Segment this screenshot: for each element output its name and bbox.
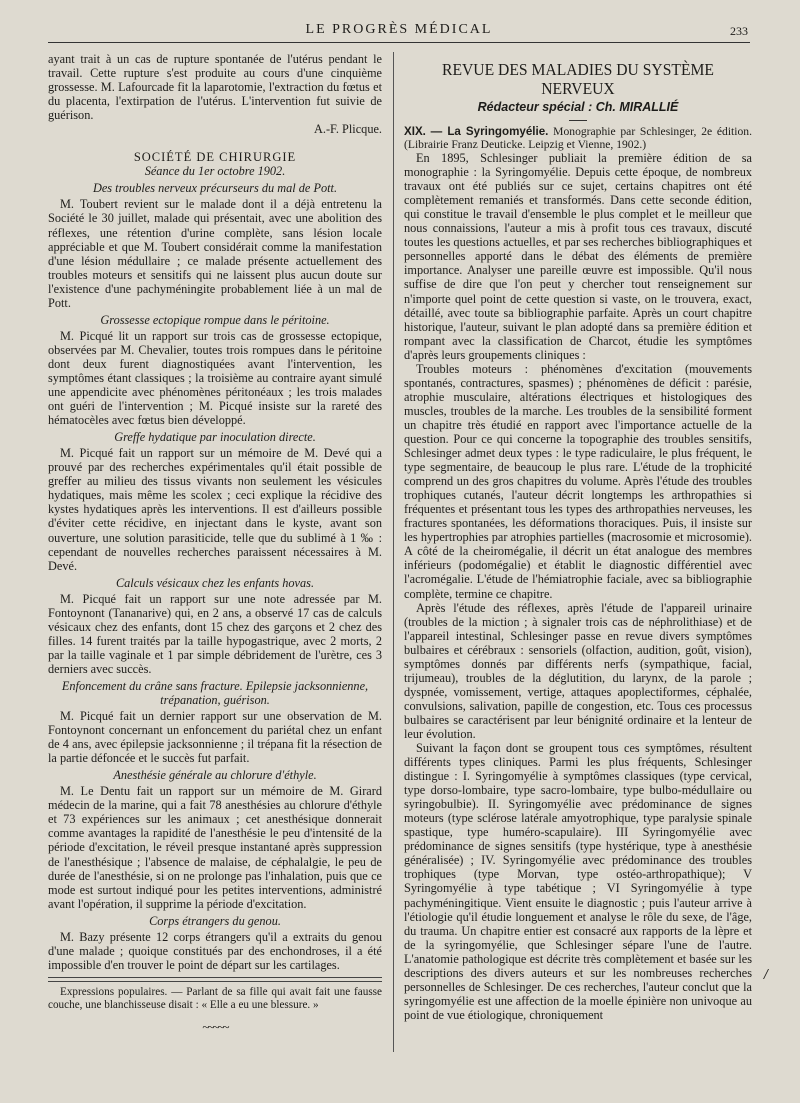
entry-number: XIX. (404, 125, 426, 139)
intro-signature: A.-F. Plicque. (313, 122, 382, 137)
divider (48, 981, 382, 982)
section-title: Greffe hydatique par inoculation directe. (114, 430, 316, 445)
divider (569, 120, 587, 121)
body-paragraph: Troubles moteurs : phénomènes d'excitation (mouvements spontanés, contractures, spasmes) ; phénomènes de déficit : parésie, atrophie musculaire, altérations électriques et histologiques des muscles, troubles de la marche. Les troubles de la sensibilité forment un chapitre très étudié en rapport avec l'importance actuelle de la question. Pour ce qui concerne la topographie des troubles sensitifs, Schlesinger admet deux types : le type radiculaire, le plus fréquent, le type segmentaire, de beaucoup le plus rare. L'étude de la trophicité comprend un des gros chapitres du volume. Après l'étude des troubles trophiques cutanés, l'auteur décrit longtemps les arthropathies si fréquentes et présentant tous les types des arthropathies nerveuses, les fractures spontanées, les déformations thoraciques. Puis, il insiste sur les hypertrophies par atrophies partielles (macrosomie et microsomie). A côté de la cheiromégalie, il décrit un état analogue des membres inférieurs (podomégalie) et établit le diagnostic différentiel avec l'acromégalie. L'étude de l'hémiatrophie faciale, avec sa bibliographie complète, termine ce chapitre. (404, 361, 752, 601)
section-text: M. Picqué fait un dernier rapport sur une observation de M. Fontoynont concernant un enfoncement du pariétal chez un enfant de 4 ans, avec épilepsie jacksonnienne ; il trépana fit la résection de la partie défoncée et le succès fut parfait. (48, 709, 382, 766)
column-rule (393, 52, 394, 1052)
entry-heading (404, 125, 752, 151)
section-text: M. Picqué lit un rapport sur trois cas de grossesse ectopique, observées par M. Chevalier, toutes trois rompues dans le péritoine dont deux furent diagnostiquées avant l'intervention, les symptômes étant classiques ; la troisième au contraire ayant simulé une appendicite avec phénomènes péritonéaux ; les trois malades ont guéri de l'intervention ; M. Picqué insiste sur la rareté des hématocèles avec fœtus bien développé. (48, 328, 382, 428)
body-paragraph: Suivant la façon dont se groupent tous ces symptômes, résultent différents types cliniques. Parmi les plus fréquents, Schlesinger distingue : I. Syringomyélie à symptômes classiques (type cervical, type dorso-lombaire, type sacro-lombaire, type bulbo-médullaire ou syringobulbie). II. Syringomyélie avec prédominance de signes moteurs (type sclérose latérale amyotrophique, type paralysie spinale spastique, type huméro-scapulaire). III Syringomyélie avec prédominance de signes sensitifs (type hystérique, type à anesthésie généralisée) ; IV. Syringomyélie avec prédominance des troubles trophiques (type Morvan, type ostéo-arthropathique); V Syringomyélie à type tabétique ; VI Syringomyélie à type pachyméningitique. Vient ensuite le diagnostic ; puis l'auteur arrive à l'étiologie qu'il étudie longuement et analyse le rôle du sexe, de l'âge, du trauma. Un chapitre entier est consacré aux rapports de la lèpre et de la syringomyélie, que Schlesinger sépare l'une de l'autre. L'anatomie pathologique est décrite très complètement et basée sur les descriptions des divers auteurs et sur les nombreuses recherches personnelles de Schlesinger. De ces recherches, l'auteur conclut que la syringomyélie est une affection de la moelle épinière non univoque au point de vue étiologique, chroniquement (404, 741, 752, 1022)
left-column (48, 52, 382, 1034)
editor-line: Rédacteur spécial : Ch. MIRALLIÉ (477, 100, 679, 114)
society-title: SOCIÉTÉ DE CHIRURGIE (133, 150, 297, 165)
footnote: Expressions populaires. — Parlant de sa fille qui avait fait une fausse couche, une blanchisseuse disait : « Elle a eu une blessure. » (48, 985, 382, 1011)
section-title: Corps étrangers du genou. (149, 913, 281, 928)
section-text: M. Bazy présente 12 corps étrangers qu'il a extraits du genou d'une malade ; quoique constitués par des enchondroses, il a été impossible d'en trouver le point de départ sur les cartilages. (48, 929, 382, 972)
body-paragraph: En 1895, Schlesinger publiait la première édition de sa monographie : la Syringomyélie. Depuis cette époque, de nombreux travaux ont été publiés sur ce sujet, certains chapitres ont été complètement remaniés et transformés. Dans cette seconde édition, qui constitue le travail d'ensemble le plus complet et le meilleur que nous connaissions, l'auteur a mis à profit tous ces travaux, discuté toutes les questions actuelles, et par ses recherches bibliographiques et personnelles apporté dans le débat des éléments de première importance. Analyser une pareille œuvre est impossible. Qu'il nous suffise de dire que l'on peut y chercher tout renseignement sur n'importe quel point de cette question si vaste, on le trouvera, exact, détaillé, avec toute sa bibliographie parfaite. Après un court chapitre historique, l'auteur, suivant le plan adopté dans sa première édition et rompant avec la classification de Charcot, étudie les symptômes d'après leurs groupements cliniques : (404, 151, 752, 362)
right-column (404, 52, 752, 1022)
section-text: M. Le Dentu fait un rapport sur un mémoire de M. Girard médecin de la marine, qui a fait 78 anesthésies au chlorure d'éthyle et 73 expériences sur les animaux ; cet anesthésique donnerait comme avantages la rapidité de l'anesthésie le peu d'intensité de la période d'excitation, le réveil presque instantané après suppression de l'anesthésique ; l'absence de malaise, de céphalalgie, le peu de durée de l'anesthésie, si on ne prolonge pas l'inhalation, puis que ce mode est surtout indiqué pour les petites interventions, administré avant l'opération, il supprime la période d'excitation. (48, 784, 382, 911)
running-header (48, 20, 750, 43)
entry-reference: Monographie par Schlesinger, 2e édition. (Librairie Franz Deuticke. Leipzig et Vienne, 1902.) (404, 125, 752, 152)
page-number: 233 (730, 24, 748, 38)
section-text: M. Picqué fait un rapport sur un mémoire de M. Devé qui a prouvé par des recherches expérimentales qu'il était possible de greffer au milieu des tissus vivants non seulement les vésicules hydatiques, mais même les scolex ; ceci explique la récidive des kystes hydatiques après les interventions. Il est d'ailleurs possible d'éviter cette récidive, en injectant dans le kyste, avant son ouverture, une solution parasiticide, telle que du sublimé à 1 ‰ : cependant de nouvelles recherches paraissent nécessaires à M. Devé. (48, 446, 382, 573)
section-title: Enfoncement du crâne sans fracture. Epilepsie jacksonnienne, trépanation, guérison. (61, 678, 369, 708)
margin-mark: / (764, 967, 769, 981)
section-title: Grossesse ectopique rompue dans le péritoine. (100, 312, 330, 327)
ornament-flourish: ~~~~~ (202, 1018, 228, 1034)
section-title: Calculs vésicaux chez les enfants hovas. (115, 575, 315, 590)
journal-title: LE PROGRÈS MÉDICAL (305, 22, 493, 37)
intro-paragraph: ayant trait à un cas de rupture spontanée de l'utérus pendant le travail. Cette rupture s'est produite au cours d'une cinquième grossesse. M. Lafourcade fit la laparotomie, l'extraction du fœtus et du placenta, l'extirpation de l'utérus. L'intervention fut suivie de guérison. (48, 52, 382, 123)
divider (48, 977, 382, 978)
section-title: Anesthésie générale au chlorure d'éthyle. (113, 768, 317, 783)
section-text: M. Picqué fait un rapport sur une note adressée par M. Fontoynont (Tananarive) qui, en 2 ans, a observé 17 cas de calculs vésicaux chez des enfants, dont 15 chez des garçons et 2 chez des filles. 14 furent traités par la taille hypogastrique, avec 2 morts, 2 par la taille vaginale et 1 par simple débridement de l'urètre, ces 3 derniers avec succès. (48, 591, 382, 676)
entry-title: — La Syringomyélie. (430, 125, 549, 139)
body-paragraph: Après l'étude des réflexes, après l'étude de l'appareil urinaire (troubles de la miction ; à signaler trois cas de néphrolithiase) et de l'appareil intestinal, Schlesinger passe en revue divers symptômes bulbaires et cérébraux : sensoriels (olfaction, audition, goût, vision), symptômes donnés par différents nerfs (sympathique, facial, trijumeau), troubles de la déglutition, du larynx, de la parole ; dyspnée, vomissement, vertige, attaques apoplectiformes, céphalée, convulsions, salivation, papille de congestion, etc. Tous ces processus bulbaires se caractérisent par leur bénignité ordinaire et la lenteur de leur évolution. (404, 600, 752, 741)
section-title: Des troubles nerveux précurseurs du mal de Pott. (92, 181, 338, 196)
review-title: REVUE DES MALADIES DU SYSTÈME NERVEUX (442, 60, 714, 98)
section-text: M. Toubert revient sur le malade dont il a déjà entretenu la Société le 30 juillet, malade qui présentait, avec une abolition des réflexes, une rétention d'urine complète, sans lésion locale appréciable et que M. Toubert considérait comme la manifestation d'une lésion médullaire ; ce malade présente actuellement des troubles moteurs et sensitifs qui ne laissent plus aucun doute sur l'existence d'une pachyméningite probablement liée à un mal de Pott. (48, 197, 382, 310)
session-date: Séance du 1er octobre 1902. (144, 164, 286, 179)
